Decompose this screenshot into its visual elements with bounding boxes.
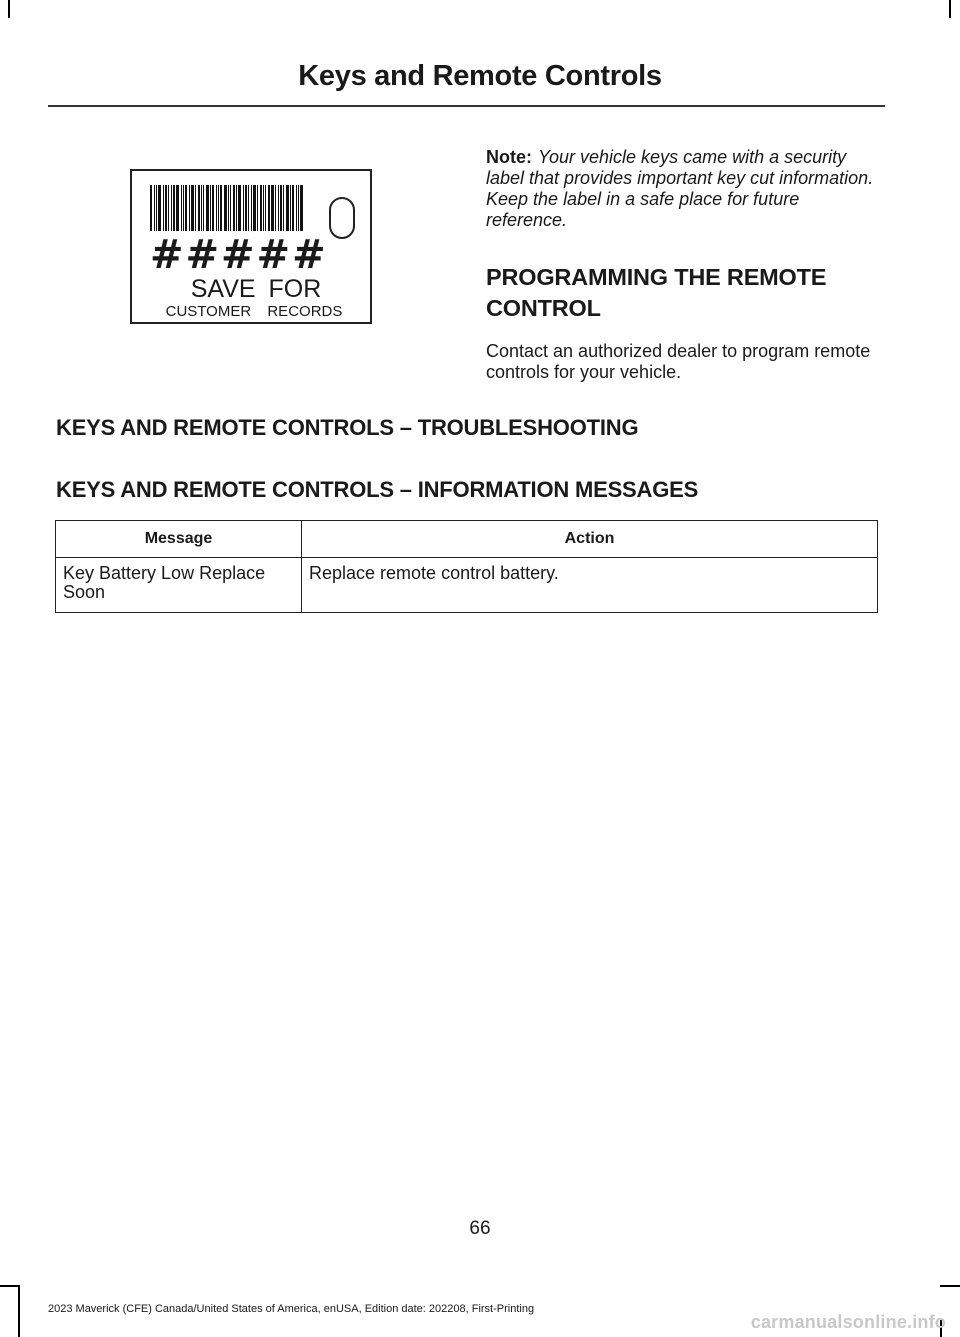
security-label-hashes: ##### (150, 232, 328, 278)
barcode-bar (268, 185, 270, 231)
barcode-bar (275, 185, 276, 231)
barcode-bar (243, 185, 244, 231)
crop-mark-top-right (949, 0, 951, 18)
barcode-bar (163, 185, 164, 231)
header-divider (48, 105, 885, 107)
key-slot-icon (329, 197, 355, 239)
page-header-title: Keys and Remote Controls (298, 60, 662, 92)
barcode-bar (292, 185, 294, 231)
barcode-bar (171, 185, 172, 231)
barcode-bar (296, 185, 297, 231)
barcode-bar (271, 185, 274, 231)
barcode-bar (265, 185, 266, 231)
barcode-bar (283, 185, 284, 231)
barcode-bar (165, 185, 167, 231)
barcode-bar (156, 185, 157, 231)
note-label: Note: (486, 147, 532, 167)
barcode-bar (253, 185, 256, 231)
barcode-bar (298, 185, 299, 231)
barcode-bar (201, 185, 202, 231)
programming-body: Contact an authorized dealer to program remote controls for your vehicle. (486, 341, 871, 382)
barcode-bar (300, 185, 303, 231)
barcode-bar (238, 185, 241, 231)
information-messages-heading: KEYS AND REMOTE CONTROLS – INFORMATION MESSAGES (56, 477, 699, 502)
watermark: carmanualsonline.info (750, 1312, 946, 1332)
barcode-bar (206, 185, 209, 231)
barcode-bar (168, 185, 169, 231)
message-cell: Key Battery Low Replace Soon (56, 558, 302, 613)
barcode-bar (280, 185, 282, 231)
action-cell: Replace remote control battery. (302, 558, 878, 613)
barcode-bar (154, 185, 155, 231)
barcode-bar (290, 185, 291, 231)
barcode-bar (245, 185, 247, 231)
barcode-bar (248, 185, 249, 231)
table-row (56, 558, 878, 613)
security-label-line2: CUSTOMER RECORDS (165, 303, 343, 320)
barcode-bar (176, 185, 179, 231)
barcode-bar (233, 185, 235, 231)
barcode-bar (183, 185, 184, 231)
barcode-bar (278, 185, 279, 231)
barcode-bar (218, 185, 219, 231)
security-label-illustration (130, 169, 372, 324)
note-text: Your vehicle keys came with a security label that provides important key cut information. Keep the label in a safe place for future reference. (486, 147, 874, 230)
barcode-bar (158, 185, 161, 231)
barcode-bar (173, 185, 175, 231)
barcode-bar (228, 185, 229, 231)
barcode-bar (185, 185, 187, 231)
programming-heading: PROGRAMMING THE REMOTE CONTROL (486, 264, 827, 321)
note-paragraph (486, 147, 881, 231)
footer-edition-text: 2023 Maverick (CFE) Canada/United States of America, enUSA, Edition date: 202208, First-Printing (48, 1303, 535, 1315)
barcode-bar (210, 185, 211, 231)
barcode-bar (212, 185, 214, 231)
crop-mark-bottom-left (0, 1285, 18, 1287)
barcode-bar (260, 185, 262, 231)
barcode-bar (257, 185, 258, 231)
barcode-graphic (150, 185, 304, 231)
barcode-bar (198, 185, 200, 231)
barcode-bar (216, 185, 217, 231)
crop-mark-bottom-right (940, 1285, 960, 1287)
barcode-bar (251, 185, 252, 231)
barcode-bar (236, 185, 237, 231)
column-header-message: Message (56, 521, 302, 558)
barcode-bar (195, 185, 196, 231)
barcode-bar (286, 185, 289, 231)
barcode-bar (150, 185, 152, 231)
crop-mark-bottom-left-v (18, 1285, 20, 1337)
barcode-bar (203, 185, 204, 231)
security-label-line1: SAVE FOR (190, 275, 322, 303)
troubleshooting-heading: KEYS AND REMOTE CONTROLS – TROUBLESHOOTING (56, 415, 639, 440)
page-number: 66 (469, 1218, 491, 1239)
barcode-bar (220, 185, 222, 231)
crop-mark-top-left (8, 0, 10, 18)
column-header-action: Action (302, 521, 878, 558)
barcode-bar (224, 185, 227, 231)
barcode-bar (181, 185, 182, 231)
table-header-row (56, 521, 878, 558)
barcode-bar (263, 185, 264, 231)
information-messages-table (55, 520, 878, 613)
barcode-bar (230, 185, 231, 231)
barcode-bar (189, 185, 190, 231)
barcode-bar (191, 185, 194, 231)
